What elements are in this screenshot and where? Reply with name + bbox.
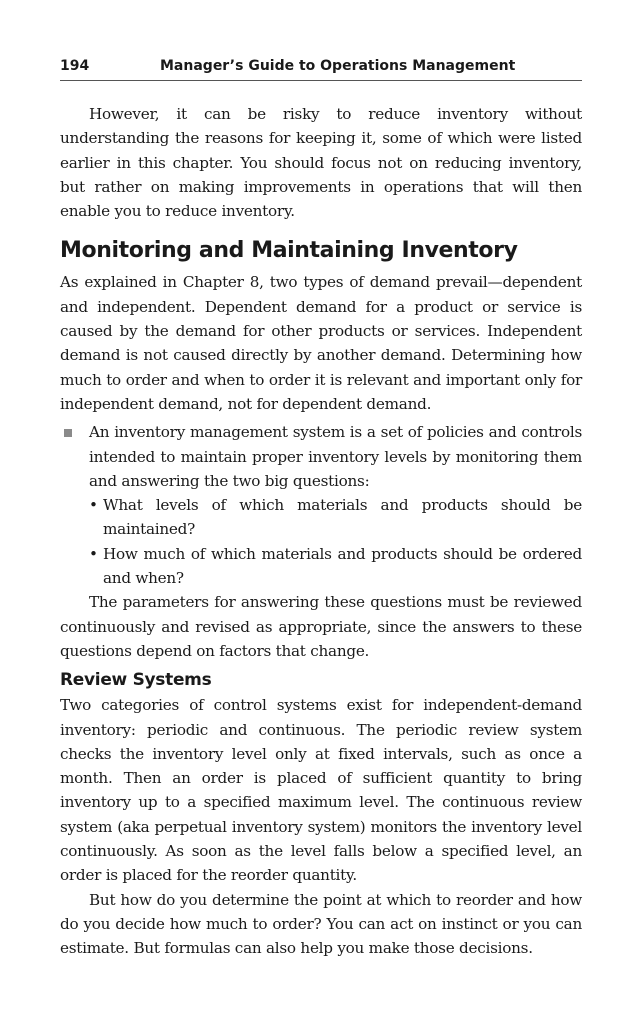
paragraph-demand-types: As explained in Chapter 8, two types of demand prevail—dependent and independent. Dependent demand for a product or service is caused by the demand for other products or services. Independent demand is not caused directly by another demand. Determining how much to order and when to order it is relevant and important only for independent demand, not for dependent demand.: [60, 273, 582, 413]
dot-bullet-icon: •: [89, 544, 98, 563]
page-body: [60, 102, 582, 961]
square-bullet-icon: [64, 429, 72, 437]
running-title: Manager’s Guide to Operations Management: [160, 58, 516, 74]
bullet-list: [60, 420, 582, 590]
sub-list-item-text: What levels of which materials and products should be maintained?: [103, 496, 582, 539]
paragraph-intro: However, it can be risky to reduce inventory without understanding the reasons for keeping it, some of which were listed earlier in this chapter. You should focus not on reducing inventory, but rather on making improvements in operations that will then enable you to reduce inventory.: [60, 105, 582, 221]
running-head: [60, 56, 582, 81]
paragraph-parameters: The parameters for answering these questions must be reviewed continuously and revised as appropriate, since the answers to these questions depend on factors that change.: [60, 593, 582, 660]
list-item: [89, 420, 582, 590]
dot-bullet-icon: •: [89, 496, 98, 515]
section-heading: Monitoring and Maintaining Inventory: [60, 238, 518, 264]
paragraph-review-systems: Two categories of control systems exist for independent-demand inventory: periodic and continuous. The periodic review system checks the inventory level only at fixed intervals, such as once a month. Then an order is placed of sufficient quantity to bring inventory up to a specified maximum level. The continuous review system (aka perpetual inventory system) monitors the inventory level continuously. As soon as the level falls below a specified level, an order is placed for the reorder quantity.: [60, 696, 582, 885]
list-item-text: An inventory management system is a set of policies and controls intended to maintain proper inventory levels by monitoring them and answering the two big questions:: [89, 423, 582, 490]
sub-list-item: [89, 542, 582, 591]
subsection-heading: Review Systems: [60, 670, 212, 691]
sub-list-item-text: How much of which materials and products should be ordered and when?: [103, 544, 582, 588]
sub-list: [89, 493, 582, 590]
sub-list-item: [89, 493, 582, 542]
page-number: 194: [60, 58, 90, 74]
paragraph-reorder: But how do you determine the point at which to reorder and how do you decide how much to order? You can act on instinct or you can estimate. But formulas can also help you make those decisions.: [60, 890, 582, 958]
